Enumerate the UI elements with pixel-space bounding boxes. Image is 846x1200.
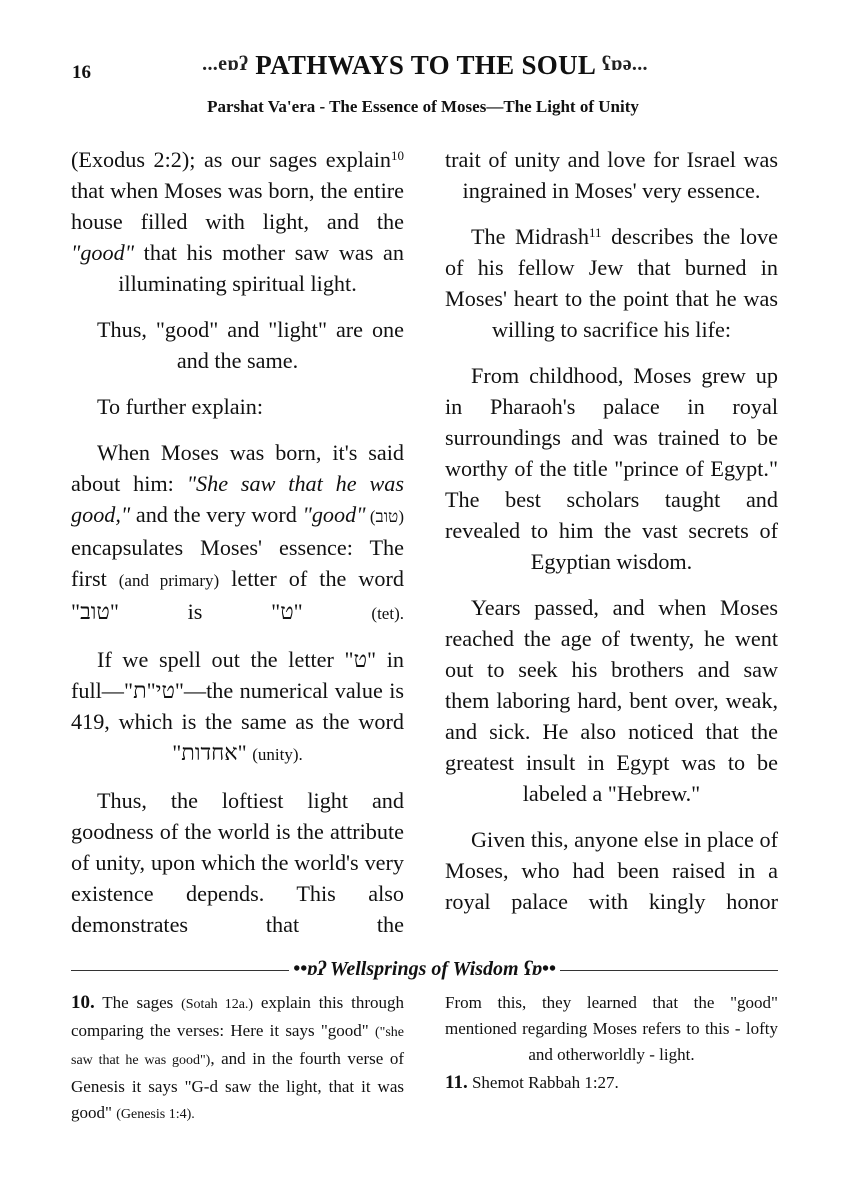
footnote-ref-11[interactable]: 11: [589, 225, 602, 240]
running-header: [0, 50, 846, 90]
paragraph: trait of unity and love for Israel was ingrained in Moses' very essence.: [445, 147, 778, 203]
footnote-11: 11. Shemot Rabbah 1:27.: [445, 1072, 619, 1093]
book-title-row: [130, 50, 720, 81]
right-column: [445, 144, 778, 932]
paragraph: When Moses was born, it's said about him: "She saw that he was good," and the very word "good" (טוב) encapsulates Moses' essence: The first (and primary) letter of the word "טוב" is "ט" (tet).: [71, 440, 404, 624]
footnote-ref-10[interactable]: 10: [391, 148, 404, 163]
divider-label: Wellsprings of Wisdom: [330, 958, 519, 980]
footnote-divider: [71, 958, 778, 984]
paragraph: Given this, anyone else in place of Moses, who had been raised in a royal palace with kingly honor: [445, 827, 778, 914]
footnotes-left: [71, 990, 404, 1128]
paragraph: Years passed, and when Moses reached the age of twenty, he went out to seek his brothers and saw them laboring hard, bent over, weak, and sick. He also noticed that the greatest insult in Egypt was to be labeled a "Hebrew.": [445, 595, 778, 806]
paragraph: Thus, the loftiest light and goodness of the world is the attribute of unity, upon which the world's very existence depends. This also demonstrates that the: [71, 788, 404, 937]
left-column: [71, 144, 404, 955]
paragraph: Thus, "good" and "light" are one and the same.: [97, 317, 404, 373]
divider-ornament-left-icon: ••ɒʔ: [293, 958, 326, 980]
divider-ornament-right-icon: ʕɒ••: [523, 958, 556, 980]
footnote-10-continued: From this, they learned that the "good" mentioned regarding Moses refers to this - lofty and otherworldly - light.: [445, 993, 778, 1064]
paragraph: The Midrash$^{11}$ describes the love of his fellow Jew that burned in Moses' heart to the point that he was willing to sacrifice his life:: [445, 224, 779, 342]
chapter-subtitle: Parshat Va'era - The Essence of Moses—The Light of Unity: [207, 97, 639, 116]
paragraph: (Exodus 2:2); as our sages explain$^{10}$ that when Moses was born, the entire house filled with light, and the "good" that his mother saw was an illuminating spiritual light.: [71, 147, 404, 296]
paragraph: To further explain:: [97, 394, 264, 419]
paragraph: From childhood, Moses grew up in Pharaoh's palace in royal surroundings and was trained to be worthy of the title "prince of Egypt." The best scholars taught and revealed to him the vast secrets of Egyptian wisdom.: [445, 363, 778, 574]
page-number: 16: [72, 62, 91, 83]
ornament-left-icon: ...eɒʔ: [202, 53, 249, 75]
footnotes-right: [445, 990, 778, 1096]
footnote-10: 10. The sages (Sotah 12a.) explain this through comparing the verses: Here it says "good" ("she saw that he was good"), and in the fourth verse of Genesis it says "G-d saw the light, that it was good" (Genesis 1:4).: [71, 992, 404, 1122]
paragraph: If we spell out the letter "ט" in full—"טי"ת"—the numerical value is 419, which is the same as the word "אחדות" (unity).: [71, 647, 404, 765]
ornament-right-icon: ʕɒə...: [601, 53, 648, 75]
book-title: PATHWAYS TO THE SOUL: [255, 50, 595, 80]
